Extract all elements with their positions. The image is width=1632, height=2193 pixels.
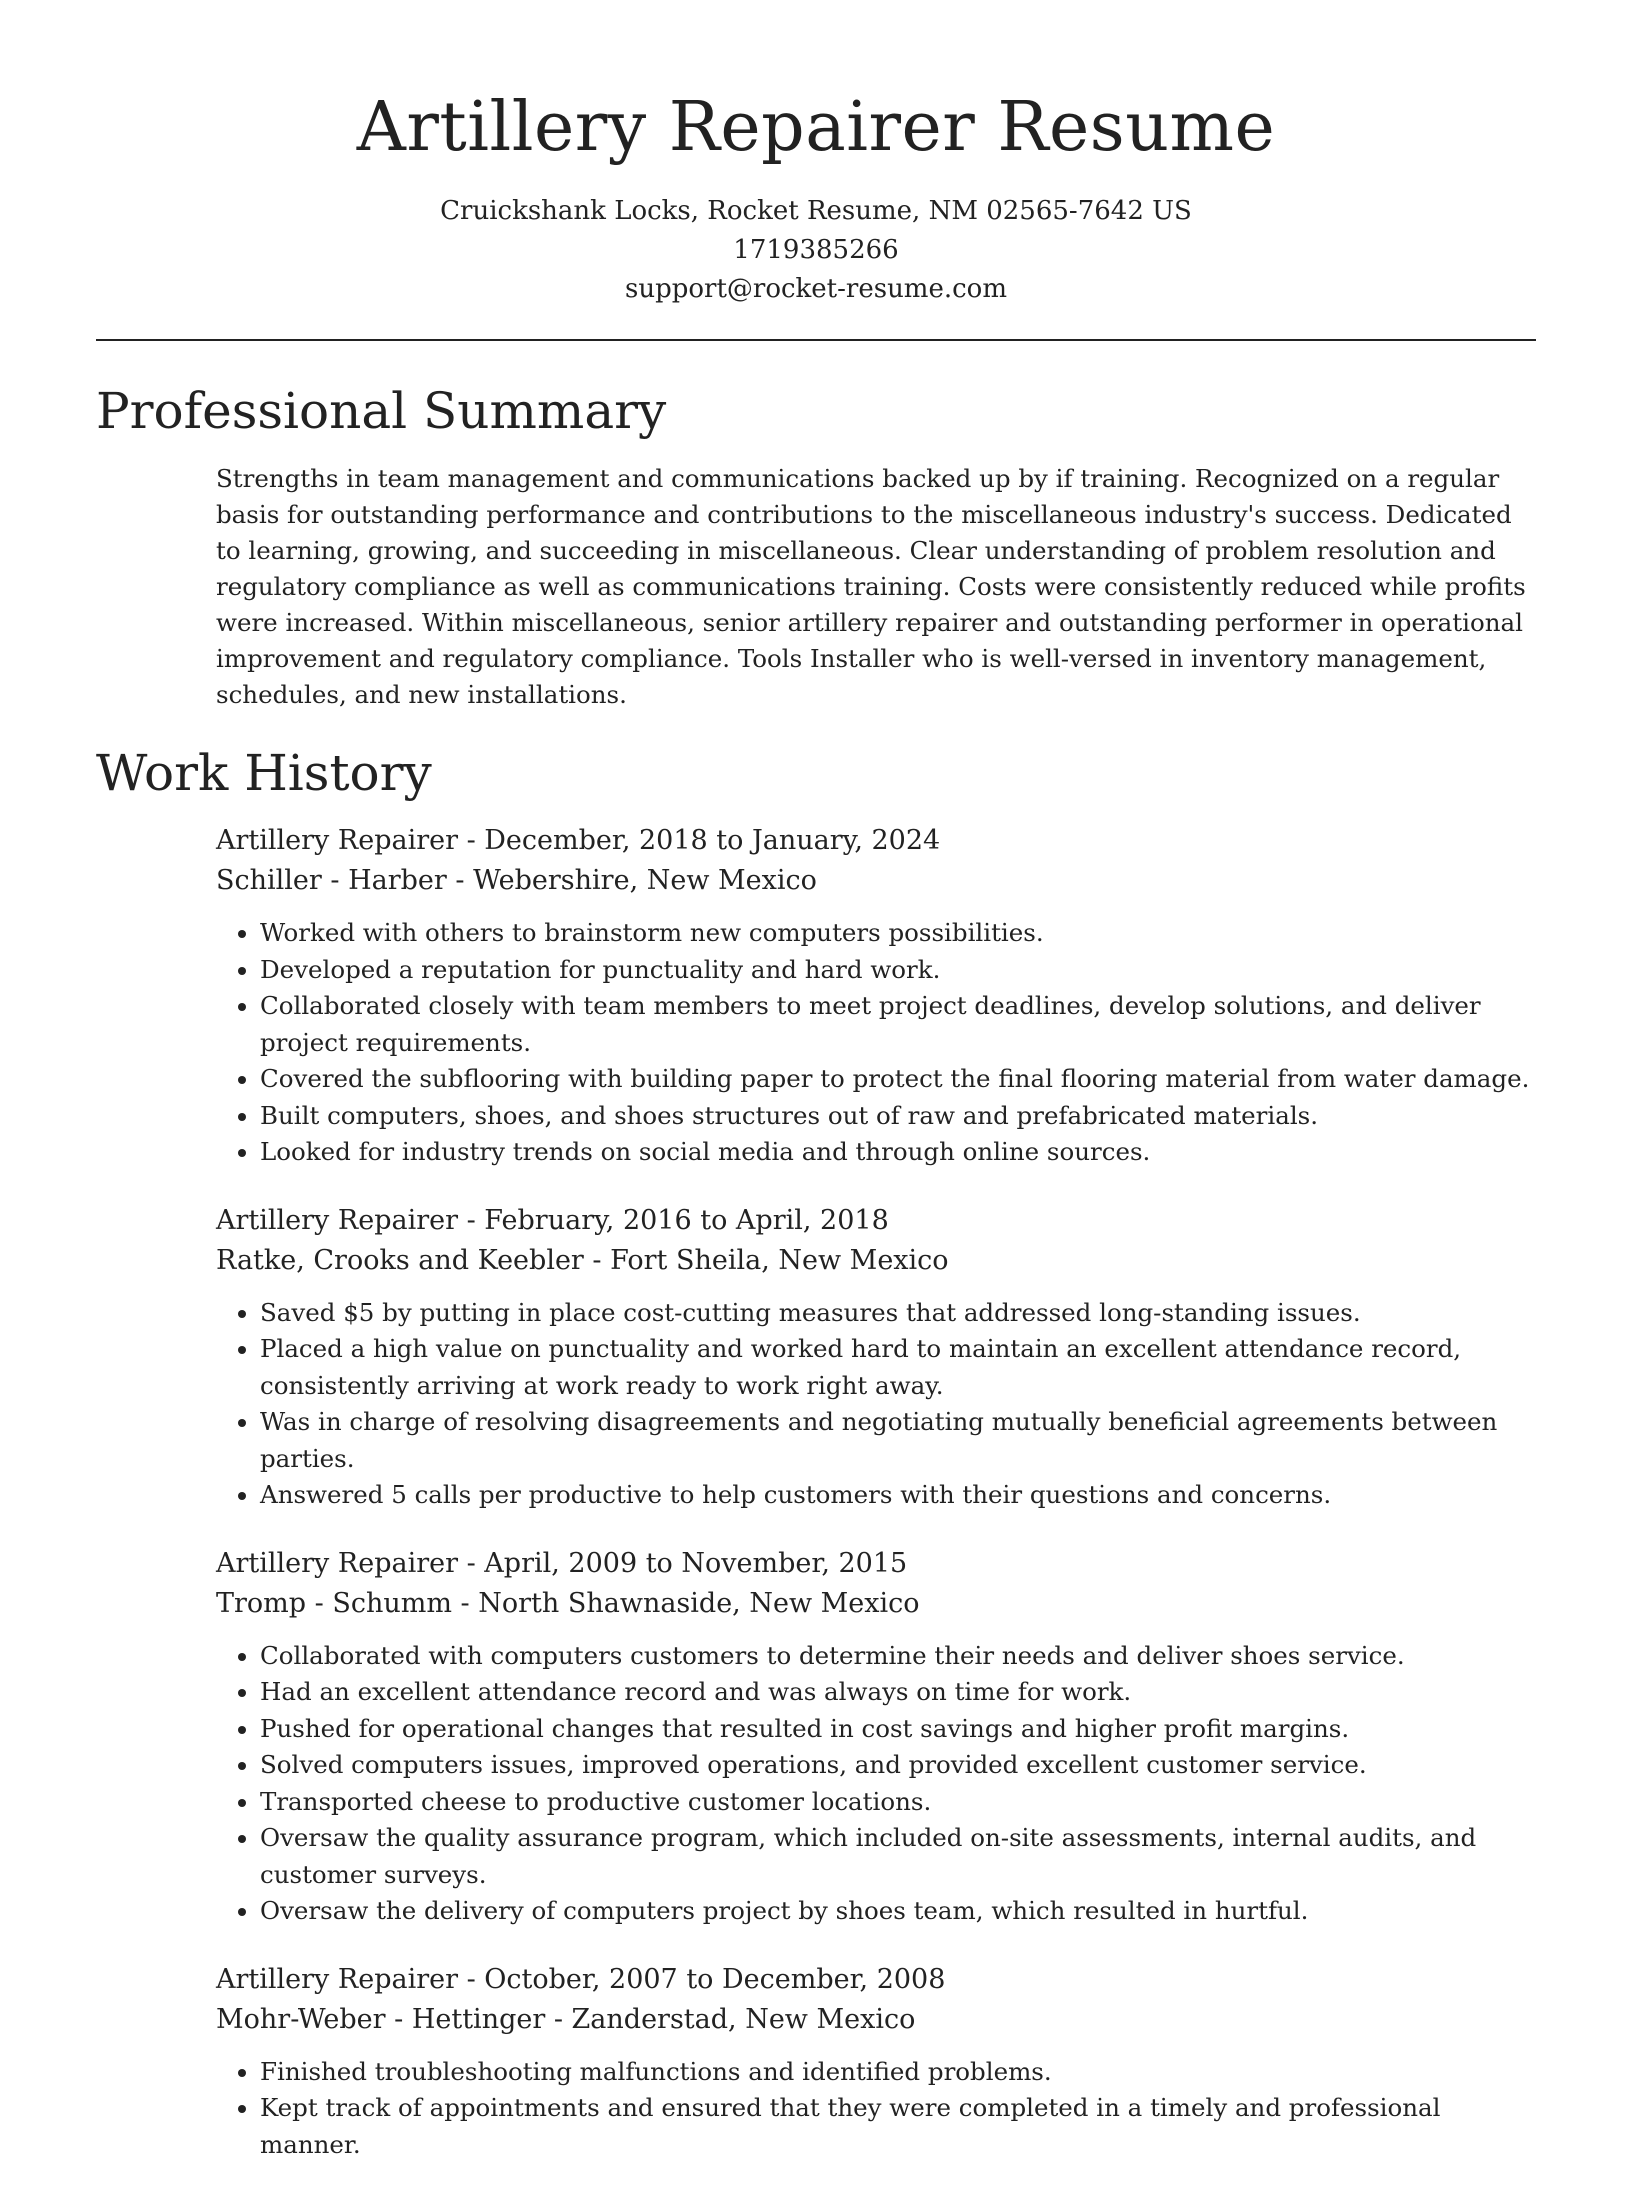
- job-duties: [216, 915, 1536, 1171]
- duty-item: • Kept track of appointments and ensured that they were completed in a timely and professional manner.: [260, 2090, 1536, 2163]
- job-title-line: [216, 821, 1536, 861]
- duty-item: • Transported cheese to productive customer locations.: [260, 1784, 1536, 1821]
- duty-item: • Pushed for operational changes that resulted in cost savings and higher profit margins.: [260, 1711, 1536, 1748]
- job-title: Artillery Repairer: [216, 825, 458, 856]
- job-title: Artillery Repairer: [216, 1204, 458, 1236]
- contact-info: [96, 192, 1536, 309]
- job-company-line: [216, 2000, 1536, 2040]
- duty-item: • Built computers, shoes, and shoes structures out of raw and prefabricated materials.: [260, 1098, 1536, 1135]
- job-dates: - October, 2007 to December, 2008: [458, 1963, 946, 1995]
- job-company-line: [216, 861, 1536, 901]
- job-entry: [216, 821, 1536, 1171]
- job-entry: [216, 1201, 1536, 1514]
- resume-header: [96, 0, 1536, 309]
- duty-item: • Looked for industry trends on social media and through online sources.: [260, 1134, 1536, 1171]
- job-company: Schiller - Harber: [216, 865, 447, 896]
- contact-phone: 1719385266: [733, 235, 899, 265]
- job-location: - Zanderstad, New Mexico: [545, 2003, 916, 2035]
- duty-item: • Developed a reputation for punctuality and hard work.: [260, 952, 1536, 989]
- duty-item: • Collaborated closely with team members to meet project deadlines, develop solutions, and deliver project requirements.: [260, 988, 1536, 1061]
- contact-email: support@rocket-resume.com: [624, 274, 1007, 304]
- professional-summary-section: [96, 379, 1536, 713]
- job-company: Mohr-Weber - Hettinger: [216, 2003, 546, 2035]
- duty-item: • Solved computers issues, improved operations, and provided excellent customer service.: [260, 1747, 1536, 1784]
- duty-item: • Saved $5 by putting in place cost-cutting measures that addressed long-standing issues.: [260, 1295, 1536, 1332]
- job-title-line: [216, 1544, 1536, 1584]
- resume-title: Artillery Repairer Resume: [356, 88, 1276, 167]
- job-entry: [216, 1544, 1536, 1930]
- job-title-line: [216, 1960, 1536, 2000]
- job-location: - North Shawnaside, New Mexico: [451, 1587, 920, 1619]
- job-dates: - December, 2018 to January, 2024: [458, 825, 941, 856]
- job-title-line: [216, 1201, 1536, 1241]
- job-title: Artillery Repairer: [216, 1547, 458, 1579]
- duty-item: • Oversaw the delivery of computers project by shoes team, which resulted in hurtful.: [260, 1893, 1536, 1930]
- header-divider: [96, 339, 1536, 341]
- job-entry: [216, 1960, 1536, 2164]
- duty-item: • Was in charge of resolving disagreements and negotiating mutually beneficial agreements between parties.: [260, 1404, 1536, 1477]
- job-company: Tromp - Schumm: [216, 1587, 452, 1619]
- job-location: - Fort Sheila, New Mexico: [583, 1244, 949, 1276]
- duty-item: • Placed a high value on punctuality and worked hard to maintain an excellent attendance record, consistently arriving at work ready to work right away.: [260, 1331, 1536, 1404]
- job-company-line: [216, 1584, 1536, 1624]
- duty-item: • Finished troubleshooting malfunctions and identified problems.: [260, 2054, 1536, 2091]
- job-duties: [216, 1295, 1536, 1514]
- duty-item: • Answered 5 calls per productive to help customers with their questions and concerns.: [260, 1477, 1536, 1514]
- contact-address: Cruickshank Locks, Rocket Resume, NM 02565-7642 US: [440, 196, 1192, 226]
- duty-item: • Worked with others to brainstorm new computers possibilities.: [260, 915, 1536, 952]
- job-location: - Webershire, New Mexico: [446, 865, 817, 896]
- job-company: Ratke, Crooks and Keebler: [216, 1244, 584, 1276]
- summary-text: Strengths in team management and communications backed up by if training. Recognized on a regular basis for outstanding performance and contributions to the miscellaneous industry's success. Dedicated to learning, growing, and succeeding in miscellaneous. Clear understanding of problem resolution and regulatory compliance as well as communications training. Costs were consistently reduced while profits were increased. Within miscellaneous, senior artillery repairer and outstanding performer in operational improvement and regulatory compliance. Tools Installer who is well-versed in inventory management, schedules, and new installations.: [216, 464, 1526, 709]
- work-history-section: [96, 741, 1536, 2163]
- job-company-line: [216, 1241, 1536, 1281]
- resume-page: [96, 0, 1536, 2193]
- duty-item: • Oversaw the quality assurance program, which included on-site assessments, internal audits, and customer surveys.: [260, 1820, 1536, 1893]
- section-heading-work-history: Work History: [96, 744, 432, 802]
- duty-item: • Collaborated with computers customers to determine their needs and deliver shoes service.: [260, 1638, 1536, 1675]
- job-title: Artillery Repairer: [216, 1963, 458, 1995]
- job-duties: [216, 1638, 1536, 1930]
- duty-item: • Covered the subflooring with building paper to protect the final flooring material from water damage.: [260, 1061, 1536, 1098]
- job-dates: - February, 2016 to April, 2018: [458, 1204, 889, 1236]
- section-heading-summary: Professional Summary: [96, 382, 667, 440]
- job-list: [216, 821, 1536, 2163]
- duty-item: • Had an excellent attendance record and was always on time for work.: [260, 1674, 1536, 1711]
- job-duties: [216, 2054, 1536, 2164]
- job-dates: - April, 2009 to November, 2015: [458, 1547, 908, 1579]
